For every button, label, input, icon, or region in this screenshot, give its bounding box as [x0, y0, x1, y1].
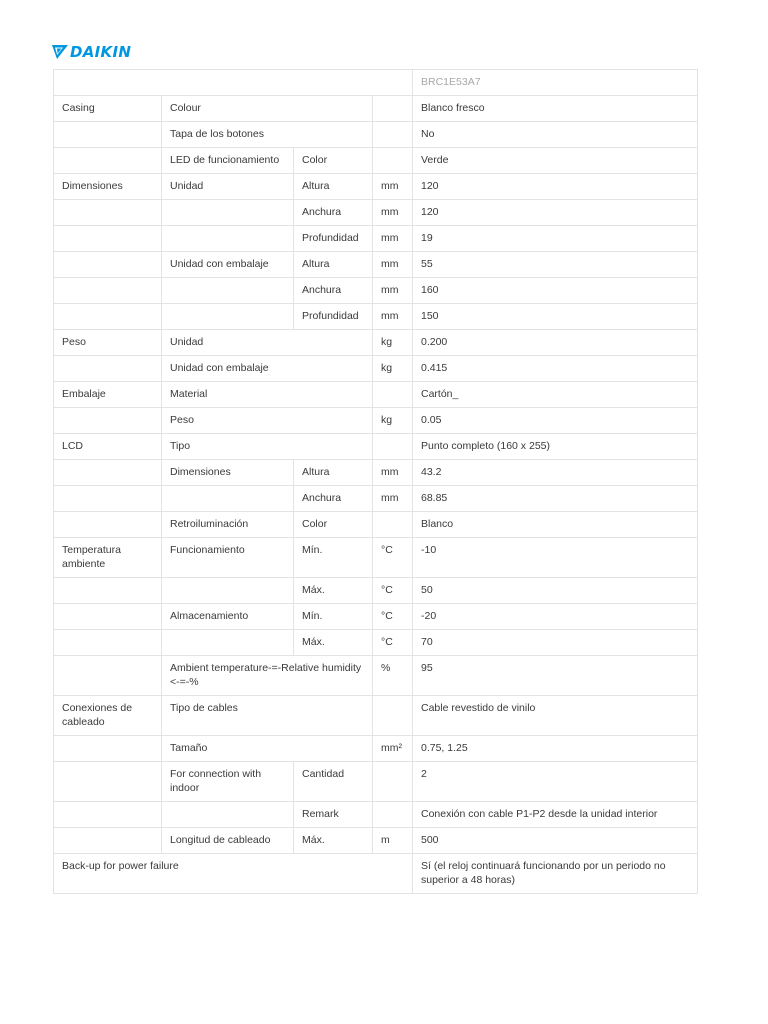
model-name: BRC1E53A7 — [413, 70, 698, 96]
category-cell — [54, 736, 162, 762]
value-cell: No — [413, 122, 698, 148]
subproperty-cell: Profundidad — [294, 226, 373, 252]
property-cell: LED de funcionamiento — [162, 148, 294, 174]
unit-cell: °C — [373, 630, 413, 656]
unit-cell: °C — [373, 538, 413, 578]
property-cell: Material — [162, 382, 373, 408]
value-cell: Conexión con cable P1-P2 desde la unidad interior — [413, 802, 698, 828]
table-row — [54, 828, 698, 854]
unit-cell: mm — [373, 460, 413, 486]
table-row — [54, 148, 698, 174]
daikin-triangle-logo-icon — [52, 45, 68, 59]
subproperty-cell: Mín. — [294, 604, 373, 630]
unit-cell — [373, 762, 413, 802]
table-row — [54, 578, 698, 604]
table-row — [54, 252, 698, 278]
property-cell: Tamaño — [162, 736, 373, 762]
property-cell: Tipo de cables — [162, 696, 373, 736]
table-row — [54, 762, 698, 802]
table-row — [54, 512, 698, 538]
footer-row — [54, 854, 698, 894]
subproperty-cell: Profundidad — [294, 304, 373, 330]
property-cell — [162, 304, 294, 330]
unit-cell: kg — [373, 356, 413, 382]
unit-cell: °C — [373, 578, 413, 604]
footer-value: Sí (el reloj continuará funcionando por un periodo no superior a 48 horas) — [413, 854, 698, 894]
table-row — [54, 330, 698, 356]
property-cell: Unidad con embalaje — [162, 356, 373, 382]
table-row — [54, 696, 698, 736]
value-cell: -20 — [413, 604, 698, 630]
value-cell: 19 — [413, 226, 698, 252]
category-cell — [54, 578, 162, 604]
category-cell: LCD — [54, 434, 162, 460]
value-cell: 0.75, 1.25 — [413, 736, 698, 762]
property-cell: Colour — [162, 96, 373, 122]
unit-cell — [373, 512, 413, 538]
property-cell: Unidad con embalaje — [162, 252, 294, 278]
value-cell: 500 — [413, 828, 698, 854]
table-row — [54, 604, 698, 630]
unit-cell: kg — [373, 408, 413, 434]
unit-cell — [373, 122, 413, 148]
unit-cell — [373, 696, 413, 736]
value-cell: 0.415 — [413, 356, 698, 382]
property-cell — [162, 278, 294, 304]
value-cell: 43.2 — [413, 460, 698, 486]
unit-cell — [373, 382, 413, 408]
unit-cell: °C — [373, 604, 413, 630]
value-cell: 70 — [413, 630, 698, 656]
category-cell — [54, 408, 162, 434]
category-cell: Peso — [54, 330, 162, 356]
unit-cell — [373, 434, 413, 460]
category-cell — [54, 656, 162, 696]
subproperty-cell: Remark — [294, 802, 373, 828]
subproperty-cell: Máx. — [294, 828, 373, 854]
table-row — [54, 122, 698, 148]
table-row — [54, 278, 698, 304]
value-cell: 0.200 — [413, 330, 698, 356]
table-row — [54, 304, 698, 330]
subproperty-cell: Altura — [294, 174, 373, 200]
property-cell — [162, 802, 294, 828]
category-cell — [54, 278, 162, 304]
category-cell: Conexiones de cableado — [54, 696, 162, 736]
property-cell: Unidad — [162, 174, 294, 200]
subproperty-cell: Color — [294, 148, 373, 174]
category-cell — [54, 512, 162, 538]
category-cell — [54, 828, 162, 854]
value-cell: 150 — [413, 304, 698, 330]
value-cell: 160 — [413, 278, 698, 304]
property-cell — [162, 578, 294, 604]
table-row — [54, 408, 698, 434]
table-row — [54, 736, 698, 762]
value-cell: Cartón_ — [413, 382, 698, 408]
value-cell: 0.05 — [413, 408, 698, 434]
unit-cell: mm — [373, 174, 413, 200]
header-empty-cell — [54, 70, 413, 96]
unit-cell: % — [373, 656, 413, 696]
value-cell: 50 — [413, 578, 698, 604]
subproperty-cell: Máx. — [294, 578, 373, 604]
subproperty-cell: Mín. — [294, 538, 373, 578]
table-row — [54, 802, 698, 828]
value-cell: 120 — [413, 174, 698, 200]
category-cell: Temperatura ambiente — [54, 538, 162, 578]
category-cell — [54, 356, 162, 382]
unit-cell: mm — [373, 486, 413, 512]
category-cell — [54, 304, 162, 330]
property-cell: Almacenamiento — [162, 604, 294, 630]
value-cell: 2 — [413, 762, 698, 802]
property-cell: Ambient temperature-=-Relative humidity <-=-% — [162, 656, 373, 696]
value-cell: 120 — [413, 200, 698, 226]
subproperty-cell: Cantidad — [294, 762, 373, 802]
value-cell: 68.85 — [413, 486, 698, 512]
table-row — [54, 174, 698, 200]
unit-cell — [373, 96, 413, 122]
unit-cell: mm — [373, 252, 413, 278]
category-cell — [54, 604, 162, 630]
subproperty-cell: Anchura — [294, 486, 373, 512]
spec-table — [53, 69, 698, 894]
unit-cell: kg — [373, 330, 413, 356]
value-cell: Punto completo (160 x 255) — [413, 434, 698, 460]
category-cell — [54, 460, 162, 486]
unit-cell: m — [373, 828, 413, 854]
category-cell — [54, 148, 162, 174]
property-cell — [162, 486, 294, 512]
brand-logo — [52, 42, 131, 62]
property-cell: Funcionamiento — [162, 538, 294, 578]
property-cell — [162, 630, 294, 656]
table-row — [54, 382, 698, 408]
unit-cell: mm — [373, 226, 413, 252]
unit-cell — [373, 802, 413, 828]
category-cell — [54, 630, 162, 656]
value-cell: Blanco — [413, 512, 698, 538]
table-row — [54, 486, 698, 512]
header-row — [54, 70, 698, 96]
spec-table-body — [54, 70, 698, 894]
category-cell — [54, 200, 162, 226]
subproperty-cell: Altura — [294, 460, 373, 486]
table-row — [54, 96, 698, 122]
property-cell: Retroiluminación — [162, 512, 294, 538]
property-cell: Dimensiones — [162, 460, 294, 486]
property-cell — [162, 200, 294, 226]
subproperty-cell: Color — [294, 512, 373, 538]
unit-cell — [373, 148, 413, 174]
subproperty-cell: Anchura — [294, 200, 373, 226]
value-cell: 55 — [413, 252, 698, 278]
property-cell: For connection with indoor — [162, 762, 294, 802]
table-row — [54, 356, 698, 382]
value-cell: Blanco fresco — [413, 96, 698, 122]
property-cell: Unidad — [162, 330, 373, 356]
category-cell — [54, 226, 162, 252]
category-cell — [54, 762, 162, 802]
table-row — [54, 630, 698, 656]
property-cell: Longitud de cableado — [162, 828, 294, 854]
subproperty-cell: Máx. — [294, 630, 373, 656]
property-cell — [162, 226, 294, 252]
property-cell: Peso — [162, 408, 373, 434]
property-cell: Tapa de los botones — [162, 122, 373, 148]
category-cell — [54, 252, 162, 278]
table-row — [54, 656, 698, 696]
property-cell: Tipo — [162, 434, 373, 460]
table-row — [54, 434, 698, 460]
unit-cell: mm — [373, 304, 413, 330]
category-cell — [54, 122, 162, 148]
category-cell: Dimensiones — [54, 174, 162, 200]
subproperty-cell: Altura — [294, 252, 373, 278]
value-cell: Verde — [413, 148, 698, 174]
table-row — [54, 538, 698, 578]
brand-name: DAIKIN — [70, 43, 132, 61]
category-cell: Embalaje — [54, 382, 162, 408]
unit-cell: mm — [373, 278, 413, 304]
value-cell: 95 — [413, 656, 698, 696]
table-row — [54, 460, 698, 486]
footer-label: Back-up for power failure — [54, 854, 413, 894]
value-cell: -10 — [413, 538, 698, 578]
category-cell — [54, 486, 162, 512]
unit-cell: mm — [373, 200, 413, 226]
category-cell — [54, 802, 162, 828]
table-row — [54, 226, 698, 252]
value-cell: Cable revestido de vinilo — [413, 696, 698, 736]
table-row — [54, 200, 698, 226]
subproperty-cell: Anchura — [294, 278, 373, 304]
unit-cell: mm² — [373, 736, 413, 762]
category-cell: Casing — [54, 96, 162, 122]
